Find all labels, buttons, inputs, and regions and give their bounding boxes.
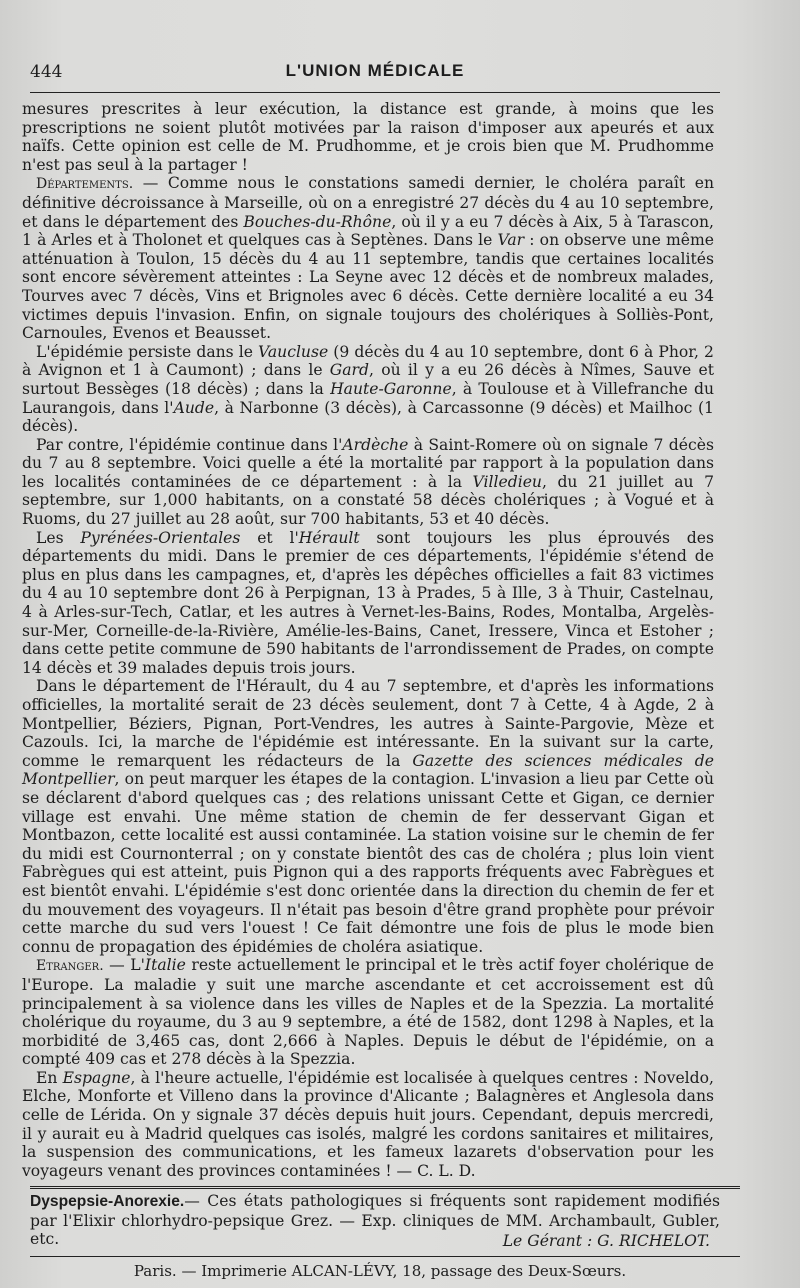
paragraph-herault: Dans le département de l'Hérault, du 4 au 7 septembre, et d'après les informations officielles, la mortalité serait de 23 décès seulement, dont 7 à Cette, 4 à Agde, 2 à Montpellier, Béziers, Pignan, Port-Vendres, les autres à Sainte-Pargovie, Mèze et Cazouls. Ici, la marche de l'épidémie est intéressante. En la suivant sur la carte, comme le remarquent les rédacteurs de la Gazette des sciences médicales de Montpellier, on peut marquer les étapes de la contagion. L'invasion a lieu par Cette où se déclarent d'abord quelques cas ; des relations unissant Cette et Gigan, ce dernier village est envahi. Une même station de chemin de fer desservant Gigan et Montbazon, cette localité est aussi contaminée. La station voisine sur le chemin de fer du midi est Cournonterral ; on y constate bientôt des cas de choléra ; plus loin vient Fabrègues qui est atteint, puis Pignon qui a des rapports fréquents avec Fabrègues et est bientôt envahi. L'épidémie s'est donc orientée dans la direction du chemin de fer et du mouvement des voyageurs. Il n'était pas besoin d'être grand prophète pour prévoir cette marche du sud vers l'ouest ! Ce fait démontre une fois de plus le mode bien connu de propagation des épidémies de choléra asiatique. xyxy=(22,677,714,956)
paragraph-etranger: Etranger. — L'Italie reste actuellement le principal et le très actif foyer cholérique de l'Europe. La maladie y suit une marche ascendante et cet accroissement est dû principalement à sa violence dans les villes de Naples et de la Spezzia. La mortalité cholérique du royaume, du 3 au 9 septembre, a été de 1582, dont 1298 à Naples, et la morbidité de 3,465 cas, dont 2,666 à Naples. Depuis le début de l'épidémie, on a compté 409 cas et 278 décès à la Spezzia. xyxy=(22,956,714,1069)
printer-imprint: Paris. — Imprimerie ALCAN-LÉVY, 18, passage des Deux-Sœurs. xyxy=(133,1262,627,1280)
paragraph-espagne: En Espagne, à l'heure actuelle, l'épidémie est localisée à quelques centres : Noveldo, Elche, Monforte et Villeno dans la province d'Alicante ; Balagnères et Anglesola dans celle de Lérida. On y signale 37 décès depuis huit jours. Cependant, depuis mercredi, il y aurait eu à Madrid quelques cas isolés, malgré les cordons sanitaires et militaires, la suspension des communications, et les fameux lazarets d'observation pour les voyageurs venant des provinces contaminées ! — C. L. D. xyxy=(22,1068,714,1180)
paragraph-ardeche: Par contre, l'épidémie continue dans l'Ardèche à Saint-Romere où on signale 7 décès du 7 au 8 septembre. Voici quelle a été la mortalité par rapport à la population dans les localités contaminées de ce département : à la Villedieu, du 21 juillet au 7 septembre, sur 1,000 habitants, on a constaté 58 décès cholériques ; à Vogué et à Ruoms, du 27 juillet au 28 août, sur 700 habitants, 53 et 40 décès. xyxy=(22,435,714,529)
article-body xyxy=(22,100,714,1180)
section-lead: Etranger. xyxy=(36,958,104,975)
paragraph-pyrenees: Les Pyrénées-Orientales et l'Hérault sont toujours les plus éprouvés des départements du midi. Dans le premier de ces départements, l'épidémie s'étend de plus en plus dans les campagnes, et, d'après les dépêches officielles a fait 83 victimes du 4 au 10 septembre dont 26 à Perpignan, 13 à Prades, 5 à Ille, 3 à Thuir, Castelnau, 4 à Arles-sur-Tech, Catlar, et les autres à Vernet-les-Bains, Rodes, Montalba, Argelès-sur-Mer, Corneille-de-la-Rivière, Amélie-les-Bains, Canet, Iressere, Vinca et Estoher ; dans cette petite commune de 590 habitants de l'arrondissement de Prades, on compte 14 décès et 39 malades depuis trois jours. xyxy=(22,528,715,677)
journal-title: L'UNION MÉDICALE xyxy=(285,61,465,80)
paragraph-departements: Départements. — Comme nous le constations samedi dernier, le choléra paraît en définitive décroissance à Marseille, où on a enregistré 27 décès du 4 au 10 septembre, et dans le département des Bouches-du-Rhône, où il y a eu 7 décès à Aix, 5 à Tarascon, 1 à Arles et à Tholonet et quelques cas à Septènes. Dans le Var : on observe une même atténuation à Toulon, 15 décès du 4 au 11 septembre, tandis que certaines localités sont encore sévèrement atteintes : La Seyne avec 12 décès et de nombreux malades, Tourves avec 7 décès, Vins et Brignoles avec 6 décès. Cette dernière localité a eu 34 victimes depuis l'invasion. Enfin, on signale toujours des cholériques à Solliès-Pont, Carnoules, Evenos et Beausset. xyxy=(22,174,715,343)
section-lead: Départements. xyxy=(36,176,134,193)
paragraph-vaucluse: L'épidémie persiste dans le Vaucluse (9 décès du 4 au 10 septembre, dont 6 à Phor, 2 à Avignon et 1 à Caumont) ; dans le Gard, où il y a eu 26 décès à Nîmes, Sauve et surtout Bessèges (18 décès) ; dans la Haute-Garonne, à Toulouse et à Villefranche du Laurangois, dans l'Aude, à Narbonne (3 décès), à Carcassonne (9 décès) et Mailhoc (1 décès). xyxy=(22,342,714,436)
header-rule xyxy=(30,92,720,93)
advert-rule xyxy=(30,1186,740,1189)
page-number: 444 xyxy=(30,62,63,82)
paragraph-1: mesures prescrites à leur exécution, la distance est grande, à moins que les prescriptions ne soient plutôt motivées par la raison d'imposer aux apeurés et aux naïfs. Cette opinion est celle de M. Prudhomme, et je crois bien que M. Prudhomme n'est pas seul à la partager ! xyxy=(22,100,714,174)
gerant-signature: Le Gérant : G. RICHELOT. xyxy=(502,1232,710,1250)
footer-rule xyxy=(30,1256,740,1257)
advert-title: Dyspepsie-Anorexie. xyxy=(30,1193,185,1210)
advert-text: — Ces états pathologiques si fréquents sont rapidement modifiés par l'Elixir chlorhydro-pepsique Grez. — Exp. cliniques de MM. Archambault, Gubler, etc. xyxy=(30,1192,720,1249)
running-header xyxy=(30,56,720,86)
